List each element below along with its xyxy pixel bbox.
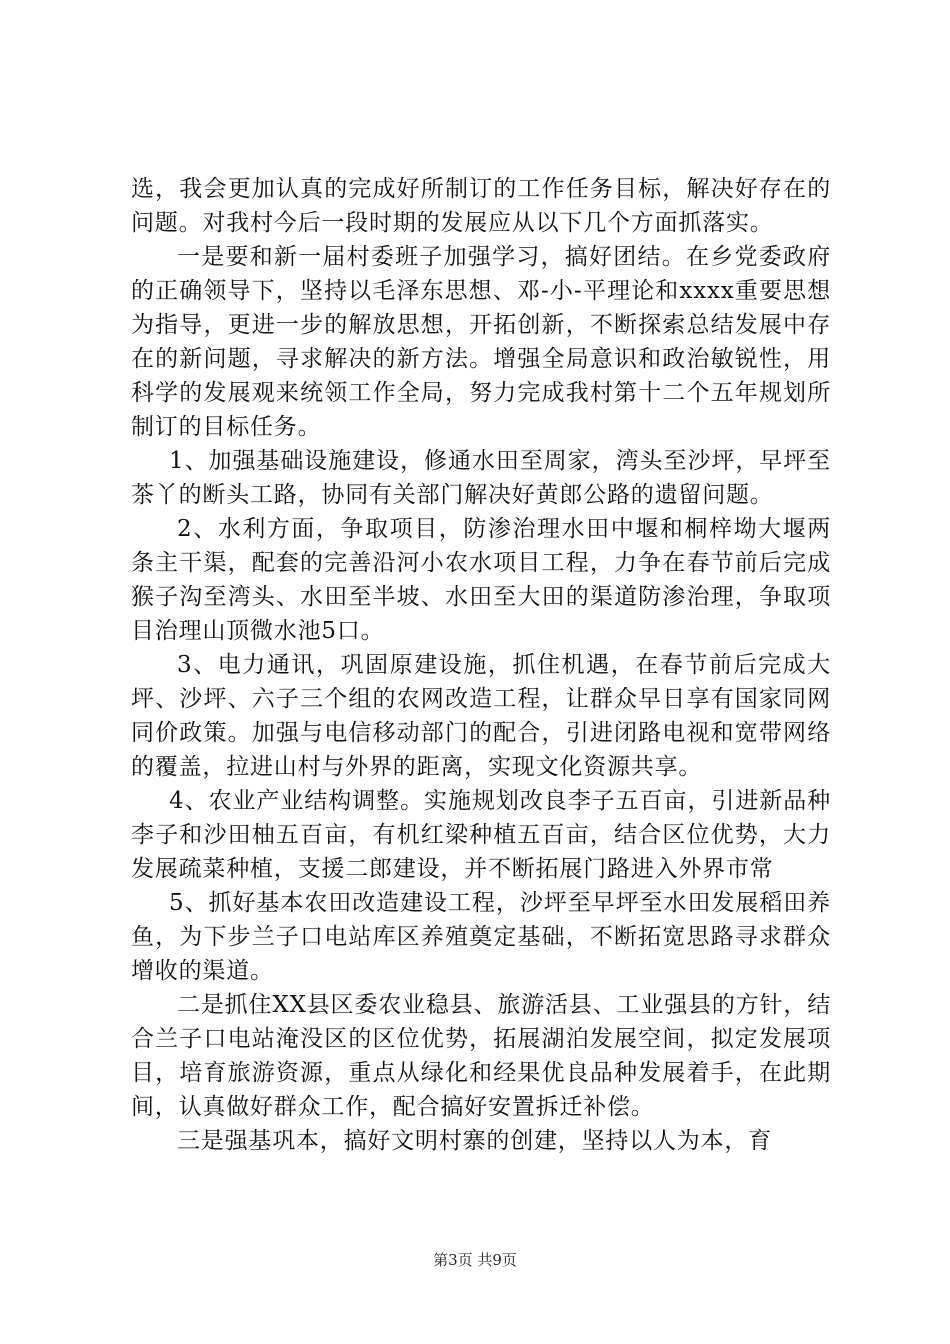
paragraph-point-three: 三是强基巩本，搞好文明村寨的创建，坚持以人为本，育: [177, 1128, 772, 1154]
paragraph-item-1: 1、加强基础设施建设，修通水田至周家，湾头至沙坪，早坪至茶丫的断头工路，协同有关部门解决好黄郎公路的遗留问题。: [131, 448, 831, 508]
paragraph-item-3: 3、电力通讯，巩固原建设施，抓住机遇，在春节前后完成大坪、沙坪、六子三个组的农网改造工程，让群众早日享有国家同网同价政策。加强与电信移动部门的配合，引进闭路电视和宽带网络的覆盖，拉进山村与外界的距离，实现文化资源共享。: [131, 652, 831, 780]
paragraph-point-one: 一是要和新一届村委班子加强学习，搞好团结。在乡党委政府的正确领导下，坚持以毛泽东思想、邓-小-平理论和xxxx重要思想为指导，更进一步的解放思想，开拓创新，不断探索总结发展中存在的新问题，寻求解决的新方法。增强全局意识和政治敏锐性，用科学的发展观来统领工作全局，努力完成我村第十二个五年规划所制订的目标任务。: [131, 244, 831, 440]
page-number-footer: 第3页 共9页: [433, 1251, 517, 1269]
paragraph-point-two: 二是抓住XX县区委农业稳县、旅游活县、工业强县的方针，结合兰子口电站淹没区的区位优势，拓展湖泊发展空间，拟定发展项目，培育旅游资源，重点从绿化和经果优良品种发展着手，在此期间，认真做好群众工作，配合搞好安置拆迁补偿。: [131, 992, 831, 1120]
paragraph-item-5: 5、抓好基本农田改造建设工程，沙坪至早坪至水田发展稻田养鱼，为下步兰子口电站库区养殖奠定基础，不断拓宽思路寻求群众增收的渠道。: [131, 890, 831, 984]
paragraph-continuation: 选，我会更加认真的完成好所制订的工作任务目标，解决好存在的问题。对我村今后一段时期的发展应从以下几个方面抓落实。: [131, 176, 831, 236]
paragraph-item-2: 2、水利方面，争取项目，防渗治理水田中堰和桐梓坳大堰两条主干渠，配套的完善沿河小农水项目工程，力争在春节前后完成猴子沟至湾头、水田至半坡、水田至大田的渠道防渗治理，争取项目治理山顶微水池5口。: [131, 516, 831, 644]
document-body: [131, 172, 831, 1158]
paragraph-item-4: 4、农业产业结构调整。实施规划改良李子五百亩，引进新品种李子和沙田柚五百亩，有机红梁种植五百亩，结合区位优势，大力发展疏菜种植，支援二郎建设，并不断拓展门路进入外界市常: [131, 788, 831, 882]
